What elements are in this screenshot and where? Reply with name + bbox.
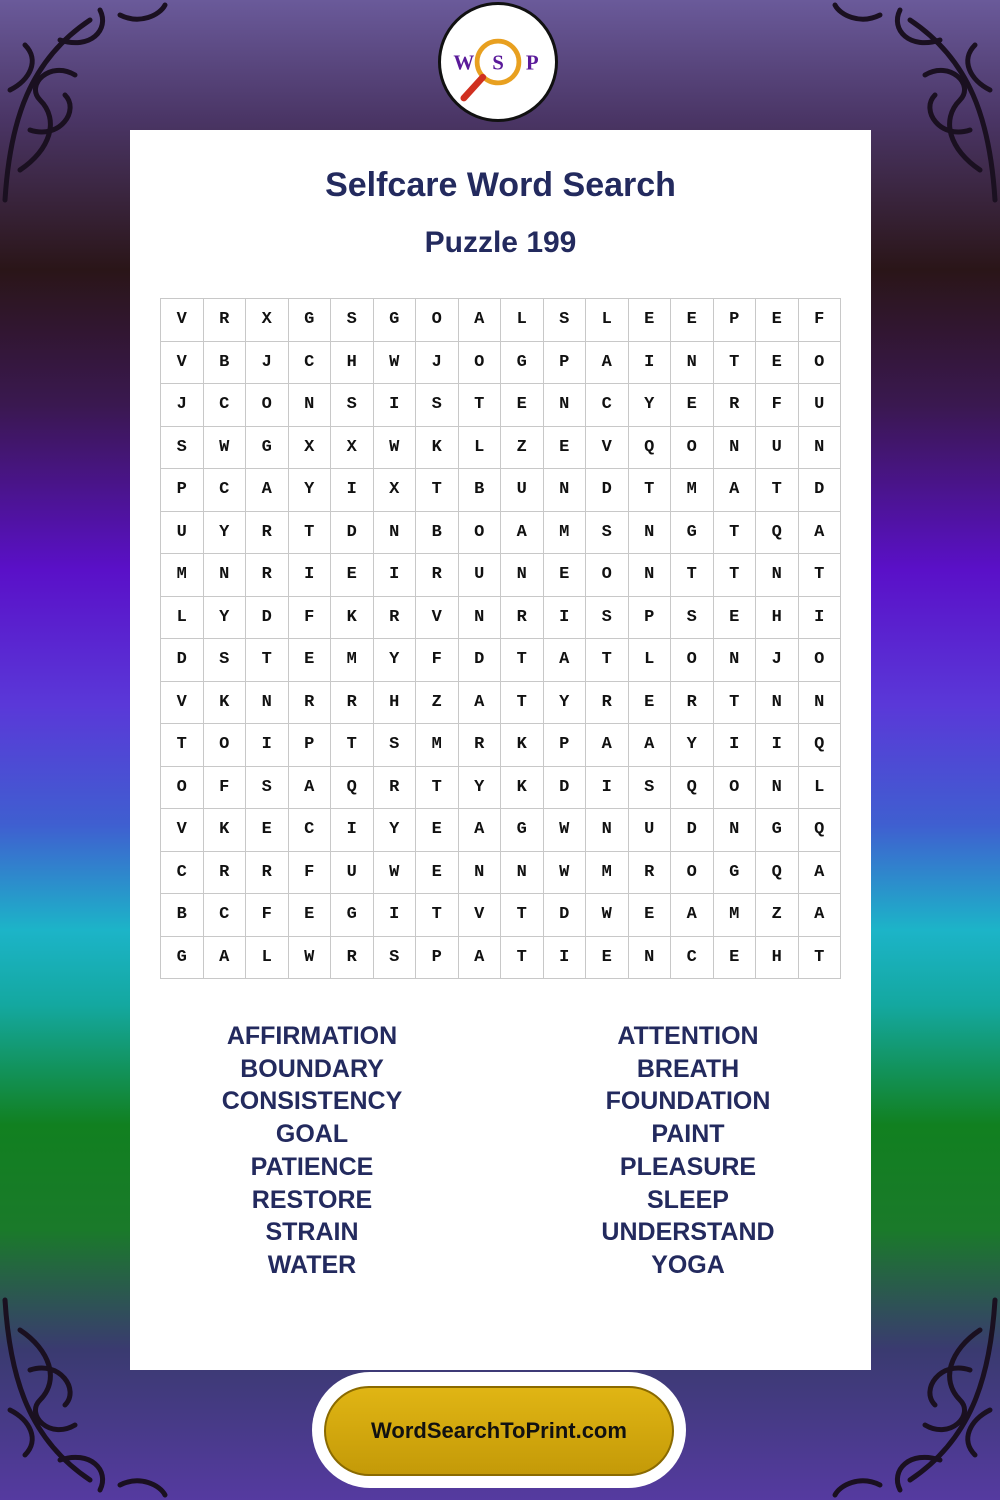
grid-cell[interactable]: T xyxy=(331,724,374,767)
grid-cell[interactable]: N xyxy=(289,384,332,427)
grid-cell[interactable]: R xyxy=(246,512,289,555)
letter-grid xyxy=(160,298,841,979)
grid-cell[interactable]: I xyxy=(374,554,417,597)
grid-cell[interactable]: E xyxy=(756,342,799,385)
grid-cell[interactable]: V xyxy=(161,809,204,852)
grid-cell[interactable]: O xyxy=(416,299,459,342)
grid-cell[interactable]: U xyxy=(161,512,204,555)
word-item: BREATH xyxy=(636,1054,740,1083)
grid-cell[interactable]: A xyxy=(586,342,629,385)
grid-cell[interactable]: E xyxy=(629,299,672,342)
grid-cell[interactable]: C xyxy=(586,384,629,427)
grid-cell[interactable]: T xyxy=(501,937,544,980)
grid-cell[interactable]: P xyxy=(714,299,757,342)
word-item: UNDERSTAND xyxy=(601,1218,775,1247)
grid-cell[interactable]: N xyxy=(714,639,757,682)
grid-cell[interactable]: D xyxy=(799,469,842,512)
word-item: ATTENTION xyxy=(617,1022,759,1050)
grid-cell[interactable]: N xyxy=(459,597,502,640)
grid-cell[interactable]: N xyxy=(459,852,502,895)
grid-cell[interactable]: S xyxy=(586,512,629,555)
grid-cell[interactable]: E xyxy=(671,384,714,427)
grid-cell[interactable]: T xyxy=(416,767,459,810)
grid-cell[interactable]: N xyxy=(501,852,544,895)
grid-cell[interactable]: O xyxy=(586,554,629,597)
grid-cell[interactable]: V xyxy=(161,299,204,342)
grid-cell[interactable]: S xyxy=(671,597,714,640)
word-item: PLEASURE xyxy=(619,1152,757,1181)
grid-cell[interactable]: T xyxy=(756,469,799,512)
word-item: AFFIRMATION xyxy=(226,1022,398,1050)
grid-cell[interactable]: R xyxy=(714,384,757,427)
grid-cell[interactable]: O xyxy=(459,512,502,555)
grid-cell[interactable]: I xyxy=(289,554,332,597)
grid-cell[interactable]: E xyxy=(671,299,714,342)
grid-cell[interactable]: I xyxy=(246,724,289,767)
grid-cell[interactable]: T xyxy=(629,469,672,512)
grid-cell[interactable]: Y xyxy=(374,809,417,852)
grid-cell[interactable]: B xyxy=(204,342,247,385)
grid-cell[interactable]: A xyxy=(671,894,714,937)
grid-cell[interactable]: R xyxy=(374,767,417,810)
puzzle-card xyxy=(130,130,871,1370)
grid-cell[interactable]: G xyxy=(501,342,544,385)
grid-cell[interactable]: N xyxy=(756,682,799,725)
grid-cell[interactable]: D xyxy=(246,597,289,640)
grid-cell[interactable]: Q xyxy=(671,767,714,810)
grid-cell[interactable]: C xyxy=(204,894,247,937)
grid-cell[interactable]: N xyxy=(629,554,672,597)
grid-cell[interactable]: U xyxy=(799,384,842,427)
grid-cell[interactable]: A xyxy=(289,767,332,810)
word-item: PATIENCE xyxy=(250,1152,374,1181)
grid-cell[interactable]: E xyxy=(331,554,374,597)
word-item: WATER xyxy=(267,1250,357,1279)
grid-cell[interactable]: N xyxy=(714,809,757,852)
grid-cell[interactable]: F xyxy=(204,767,247,810)
grid-cell[interactable]: T xyxy=(501,682,544,725)
grid-cell[interactable]: A xyxy=(799,852,842,895)
word-item: FOUNDATION xyxy=(605,1087,771,1116)
grid-cell[interactable]: Z xyxy=(756,894,799,937)
grid-cell[interactable]: N xyxy=(629,512,672,555)
grid-cell[interactable]: E xyxy=(416,809,459,852)
grid-cell[interactable]: L xyxy=(459,427,502,470)
grid-cell[interactable]: F xyxy=(756,384,799,427)
grid-cell[interactable]: W xyxy=(204,427,247,470)
grid-cell[interactable]: M xyxy=(161,554,204,597)
grid-cell[interactable]: N xyxy=(501,554,544,597)
grid-cell[interactable]: N xyxy=(586,809,629,852)
grid-cell[interactable]: A xyxy=(204,937,247,980)
grid-cell[interactable]: A xyxy=(501,512,544,555)
grid-cell[interactable]: T xyxy=(161,724,204,767)
grid-cell[interactable]: Z xyxy=(501,427,544,470)
grid-cell[interactable]: E xyxy=(714,937,757,980)
website-link-button[interactable]: WordSearchToPrint.com xyxy=(324,1386,674,1476)
grid-cell[interactable]: I xyxy=(544,937,587,980)
grid-cell[interactable]: A xyxy=(714,469,757,512)
grid-cell[interactable]: A xyxy=(629,724,672,767)
grid-cell[interactable]: I xyxy=(629,342,672,385)
grid-cell[interactable]: S xyxy=(204,639,247,682)
grid-cell[interactable]: B xyxy=(161,894,204,937)
grid-cell[interactable]: T xyxy=(714,554,757,597)
grid-cell[interactable]: G xyxy=(246,427,289,470)
grid-cell[interactable]: A xyxy=(246,469,289,512)
word-list-left xyxy=(162,1020,462,1282)
grid-cell[interactable]: O xyxy=(459,342,502,385)
grid-cell[interactable]: O xyxy=(246,384,289,427)
grid-cell[interactable]: A xyxy=(459,682,502,725)
grid-cell[interactable]: A xyxy=(459,937,502,980)
grid-cell[interactable]: T xyxy=(459,384,502,427)
grid-cell[interactable]: P xyxy=(416,937,459,980)
grid-cell[interactable]: S xyxy=(586,597,629,640)
grid-cell[interactable]: S xyxy=(629,767,672,810)
grid-cell[interactable]: C xyxy=(204,384,247,427)
grid-cell[interactable]: Q xyxy=(629,427,672,470)
grid-cell[interactable]: N xyxy=(374,512,417,555)
grid-cell[interactable]: F xyxy=(246,894,289,937)
grid-cell[interactable]: U xyxy=(459,554,502,597)
grid-cell[interactable]: D xyxy=(459,639,502,682)
grid-cell[interactable]: T xyxy=(416,894,459,937)
grid-cell[interactable]: A xyxy=(544,639,587,682)
grid-cell[interactable]: I xyxy=(799,597,842,640)
grid-cell[interactable]: T xyxy=(714,512,757,555)
grid-cell[interactable]: K xyxy=(416,427,459,470)
grid-cell[interactable]: S xyxy=(331,384,374,427)
grid-cell[interactable]: R xyxy=(204,852,247,895)
grid-cell[interactable]: N xyxy=(756,767,799,810)
grid-cell[interactable]: C xyxy=(204,469,247,512)
grid-cell[interactable]: P xyxy=(289,724,332,767)
grid-cell[interactable]: T xyxy=(289,512,332,555)
grid-cell[interactable]: N xyxy=(714,427,757,470)
grid-cell[interactable]: V xyxy=(161,682,204,725)
grid-cell[interactable]: M xyxy=(671,469,714,512)
grid-cell[interactable]: P xyxy=(544,724,587,767)
grid-cell[interactable]: I xyxy=(714,724,757,767)
grid-cell[interactable]: T xyxy=(586,639,629,682)
grid-cell[interactable]: H xyxy=(756,597,799,640)
grid-cell[interactable]: I xyxy=(331,469,374,512)
grid-cell[interactable]: S xyxy=(331,299,374,342)
grid-cell[interactable]: L xyxy=(246,937,289,980)
grid-cell[interactable]: M xyxy=(714,894,757,937)
grid-cell[interactable]: I xyxy=(374,384,417,427)
grid-cell[interactable]: L xyxy=(586,299,629,342)
grid-cell[interactable]: W xyxy=(374,427,417,470)
grid-cell[interactable]: X xyxy=(289,427,332,470)
grid-cell[interactable]: T xyxy=(246,639,289,682)
grid-cell[interactable]: R xyxy=(374,597,417,640)
grid-cell[interactable]: O xyxy=(671,852,714,895)
grid-cell[interactable]: E xyxy=(544,427,587,470)
grid-cell[interactable]: I xyxy=(756,724,799,767)
word-item: RESTORE xyxy=(251,1185,373,1214)
grid-cell[interactable]: G xyxy=(331,894,374,937)
grid-cell[interactable]: N xyxy=(799,427,842,470)
grid-cell[interactable]: W xyxy=(544,809,587,852)
footer-pill xyxy=(312,1372,686,1488)
grid-cell[interactable]: D xyxy=(671,809,714,852)
grid-cell[interactable]: R xyxy=(459,724,502,767)
grid-cell[interactable]: S xyxy=(374,724,417,767)
grid-cell[interactable]: G xyxy=(161,937,204,980)
grid-cell[interactable]: T xyxy=(501,894,544,937)
grid-cell[interactable]: Y xyxy=(374,639,417,682)
grid-cell[interactable]: P xyxy=(629,597,672,640)
grid-cell[interactable]: O xyxy=(799,342,842,385)
grid-cell[interactable]: Y xyxy=(459,767,502,810)
grid-cell[interactable]: R xyxy=(331,937,374,980)
grid-cell[interactable]: P xyxy=(544,342,587,385)
grid-cell[interactable]: M xyxy=(544,512,587,555)
grid-cell[interactable]: F xyxy=(289,597,332,640)
grid-cell[interactable]: J xyxy=(161,384,204,427)
grid-cell[interactable]: W xyxy=(374,852,417,895)
grid-cell[interactable]: I xyxy=(544,597,587,640)
grid-cell[interactable]: J xyxy=(756,639,799,682)
puzzle-number: Puzzle 199 xyxy=(424,226,577,259)
grid-cell[interactable]: T xyxy=(799,937,842,980)
grid-cell[interactable]: Q xyxy=(331,767,374,810)
grid-cell[interactable]: S xyxy=(161,427,204,470)
grid-cell[interactable]: T xyxy=(671,554,714,597)
grid-cell[interactable]: N xyxy=(799,682,842,725)
grid-cell[interactable]: J xyxy=(246,342,289,385)
grid-cell[interactable]: L xyxy=(799,767,842,810)
grid-cell[interactable]: T xyxy=(501,639,544,682)
grid-cell[interactable]: B xyxy=(416,512,459,555)
grid-cell[interactable]: G xyxy=(501,809,544,852)
word-item: PAINT xyxy=(651,1120,725,1149)
grid-cell[interactable]: R xyxy=(671,682,714,725)
grid-cell[interactable]: X xyxy=(374,469,417,512)
grid-cell[interactable]: V xyxy=(586,427,629,470)
grid-cell[interactable]: Z xyxy=(416,682,459,725)
grid-cell[interactable]: R xyxy=(629,852,672,895)
grid-cell[interactable]: Q xyxy=(756,512,799,555)
grid-cell[interactable]: L xyxy=(629,639,672,682)
grid-cell[interactable]: U xyxy=(501,469,544,512)
grid-cell[interactable]: E xyxy=(246,809,289,852)
grid-cell[interactable]: W xyxy=(289,937,332,980)
grid-cell[interactable]: D xyxy=(586,469,629,512)
grid-cell[interactable]: N xyxy=(544,384,587,427)
grid-cell[interactable]: M xyxy=(331,639,374,682)
word-list-right xyxy=(538,1020,838,1282)
grid-cell[interactable]: S xyxy=(416,384,459,427)
page-title: Selfcare Word Search xyxy=(325,166,676,204)
grid-cell[interactable]: T xyxy=(714,682,757,725)
grid-cell[interactable]: H xyxy=(331,342,374,385)
grid-cell[interactable]: N xyxy=(671,342,714,385)
grid-cell[interactable]: G xyxy=(374,299,417,342)
grid-cell[interactable]: C xyxy=(289,809,332,852)
grid-cell[interactable]: A xyxy=(459,809,502,852)
grid-cell[interactable]: J xyxy=(416,342,459,385)
logo-letter-p: P xyxy=(525,50,539,75)
grid-cell[interactable]: W xyxy=(374,342,417,385)
grid-cell[interactable]: A xyxy=(799,894,842,937)
grid-cell[interactable]: R xyxy=(246,554,289,597)
grid-cell[interactable]: B xyxy=(459,469,502,512)
grid-cell[interactable]: O xyxy=(799,639,842,682)
grid-cell[interactable]: E xyxy=(289,894,332,937)
word-item: YOGA xyxy=(651,1250,725,1279)
grid-cell[interactable]: I xyxy=(374,894,417,937)
grid-cell[interactable]: T xyxy=(416,469,459,512)
grid-cell[interactable]: A xyxy=(459,299,502,342)
grid-cell[interactable]: T xyxy=(799,554,842,597)
grid-cell[interactable]: R xyxy=(501,597,544,640)
grid-cell[interactable]: V xyxy=(161,342,204,385)
grid-cell[interactable]: R xyxy=(289,682,332,725)
grid-cell[interactable]: U xyxy=(331,852,374,895)
word-item: SLEEP xyxy=(647,1185,729,1214)
grid-cell[interactable]: E xyxy=(289,639,332,682)
grid-cell[interactable]: F xyxy=(289,852,332,895)
grid-cell[interactable]: Y xyxy=(289,469,332,512)
grid-cell[interactable]: R xyxy=(331,682,374,725)
grid-cell[interactable]: D xyxy=(331,512,374,555)
grid-cell[interactable]: L xyxy=(161,597,204,640)
grid-cell[interactable]: S xyxy=(374,937,417,980)
grid-cell[interactable]: I xyxy=(331,809,374,852)
grid-cell[interactable]: O xyxy=(204,724,247,767)
grid-cell[interactable]: C xyxy=(671,937,714,980)
grid-cell[interactable]: X xyxy=(246,299,289,342)
logo-letter-w: W xyxy=(453,50,475,75)
grid-cell[interactable]: V xyxy=(459,894,502,937)
grid-cell[interactable]: N xyxy=(756,554,799,597)
grid-cell[interactable]: A xyxy=(586,724,629,767)
grid-cell[interactable]: L xyxy=(501,299,544,342)
grid-cell[interactable]: R xyxy=(416,554,459,597)
wsp-logo[interactable] xyxy=(438,2,558,122)
grid-cell[interactable]: U xyxy=(756,427,799,470)
grid-cell[interactable]: E xyxy=(714,597,757,640)
grid-cell[interactable]: N xyxy=(544,469,587,512)
grid-cell[interactable]: G xyxy=(289,299,332,342)
grid-cell[interactable]: V xyxy=(416,597,459,640)
grid-cell[interactable]: R xyxy=(246,852,289,895)
grid-cell[interactable]: S xyxy=(246,767,289,810)
grid-cell[interactable]: R xyxy=(586,682,629,725)
grid-cell[interactable]: G xyxy=(671,512,714,555)
grid-cell[interactable]: O xyxy=(671,639,714,682)
grid-cell[interactable]: Y xyxy=(204,597,247,640)
grid-cell[interactable]: Q xyxy=(799,809,842,852)
grid-cell[interactable]: D xyxy=(544,894,587,937)
grid-cell[interactable]: F xyxy=(799,299,842,342)
grid-cell[interactable]: E xyxy=(416,852,459,895)
grid-cell[interactable]: Q xyxy=(799,724,842,767)
grid-cell[interactable]: Q xyxy=(756,852,799,895)
word-item: CONSISTENCY xyxy=(221,1087,403,1116)
grid-cell[interactable]: K xyxy=(501,767,544,810)
grid-cell[interactable]: K xyxy=(204,809,247,852)
grid-cell[interactable]: Y xyxy=(204,512,247,555)
grid-cell[interactable]: K xyxy=(204,682,247,725)
grid-cell[interactable]: W xyxy=(586,894,629,937)
grid-cell[interactable]: O xyxy=(161,767,204,810)
grid-cell[interactable]: Y xyxy=(629,384,672,427)
grid-cell[interactable]: C xyxy=(161,852,204,895)
word-item: BOUNDARY xyxy=(240,1054,384,1083)
word-item: GOAL xyxy=(275,1120,349,1149)
grid-cell[interactable]: N xyxy=(204,554,247,597)
grid-cell[interactable]: G xyxy=(756,809,799,852)
grid-cell[interactable]: U xyxy=(629,809,672,852)
grid-cell[interactable]: O xyxy=(714,767,757,810)
grid-cell[interactable]: Y xyxy=(671,724,714,767)
grid-cell[interactable]: E xyxy=(501,384,544,427)
logo-letter-s: S xyxy=(492,50,504,75)
grid-cell[interactable]: K xyxy=(501,724,544,767)
grid-cell[interactable]: A xyxy=(799,512,842,555)
word-item: STRAIN xyxy=(265,1218,359,1247)
grid-cell[interactable]: R xyxy=(204,299,247,342)
grid-cell[interactable]: M xyxy=(416,724,459,767)
grid-cell[interactable]: E xyxy=(756,299,799,342)
grid-cell[interactable]: H xyxy=(374,682,417,725)
grid-cell[interactable]: T xyxy=(714,342,757,385)
grid-cell[interactable]: F xyxy=(416,639,459,682)
grid-cell[interactable]: E xyxy=(544,554,587,597)
grid-cell[interactable]: S xyxy=(544,299,587,342)
grid-cell[interactable]: D xyxy=(161,639,204,682)
grid-cell[interactable]: P xyxy=(161,469,204,512)
grid-cell[interactable]: O xyxy=(671,427,714,470)
grid-cell[interactable]: N xyxy=(246,682,289,725)
grid-cell[interactable]: Y xyxy=(544,682,587,725)
grid-cell[interactable]: H xyxy=(756,937,799,980)
grid-cell[interactable]: E xyxy=(586,937,629,980)
grid-cell[interactable]: W xyxy=(544,852,587,895)
grid-cell[interactable]: E xyxy=(629,894,672,937)
grid-cell[interactable]: X xyxy=(331,427,374,470)
grid-cell[interactable]: E xyxy=(629,682,672,725)
grid-cell[interactable]: M xyxy=(586,852,629,895)
grid-cell[interactable]: C xyxy=(289,342,332,385)
grid-cell[interactable]: I xyxy=(586,767,629,810)
grid-cell[interactable]: K xyxy=(331,597,374,640)
grid-cell[interactable]: D xyxy=(544,767,587,810)
grid-cell[interactable]: G xyxy=(714,852,757,895)
grid-cell[interactable]: N xyxy=(629,937,672,980)
